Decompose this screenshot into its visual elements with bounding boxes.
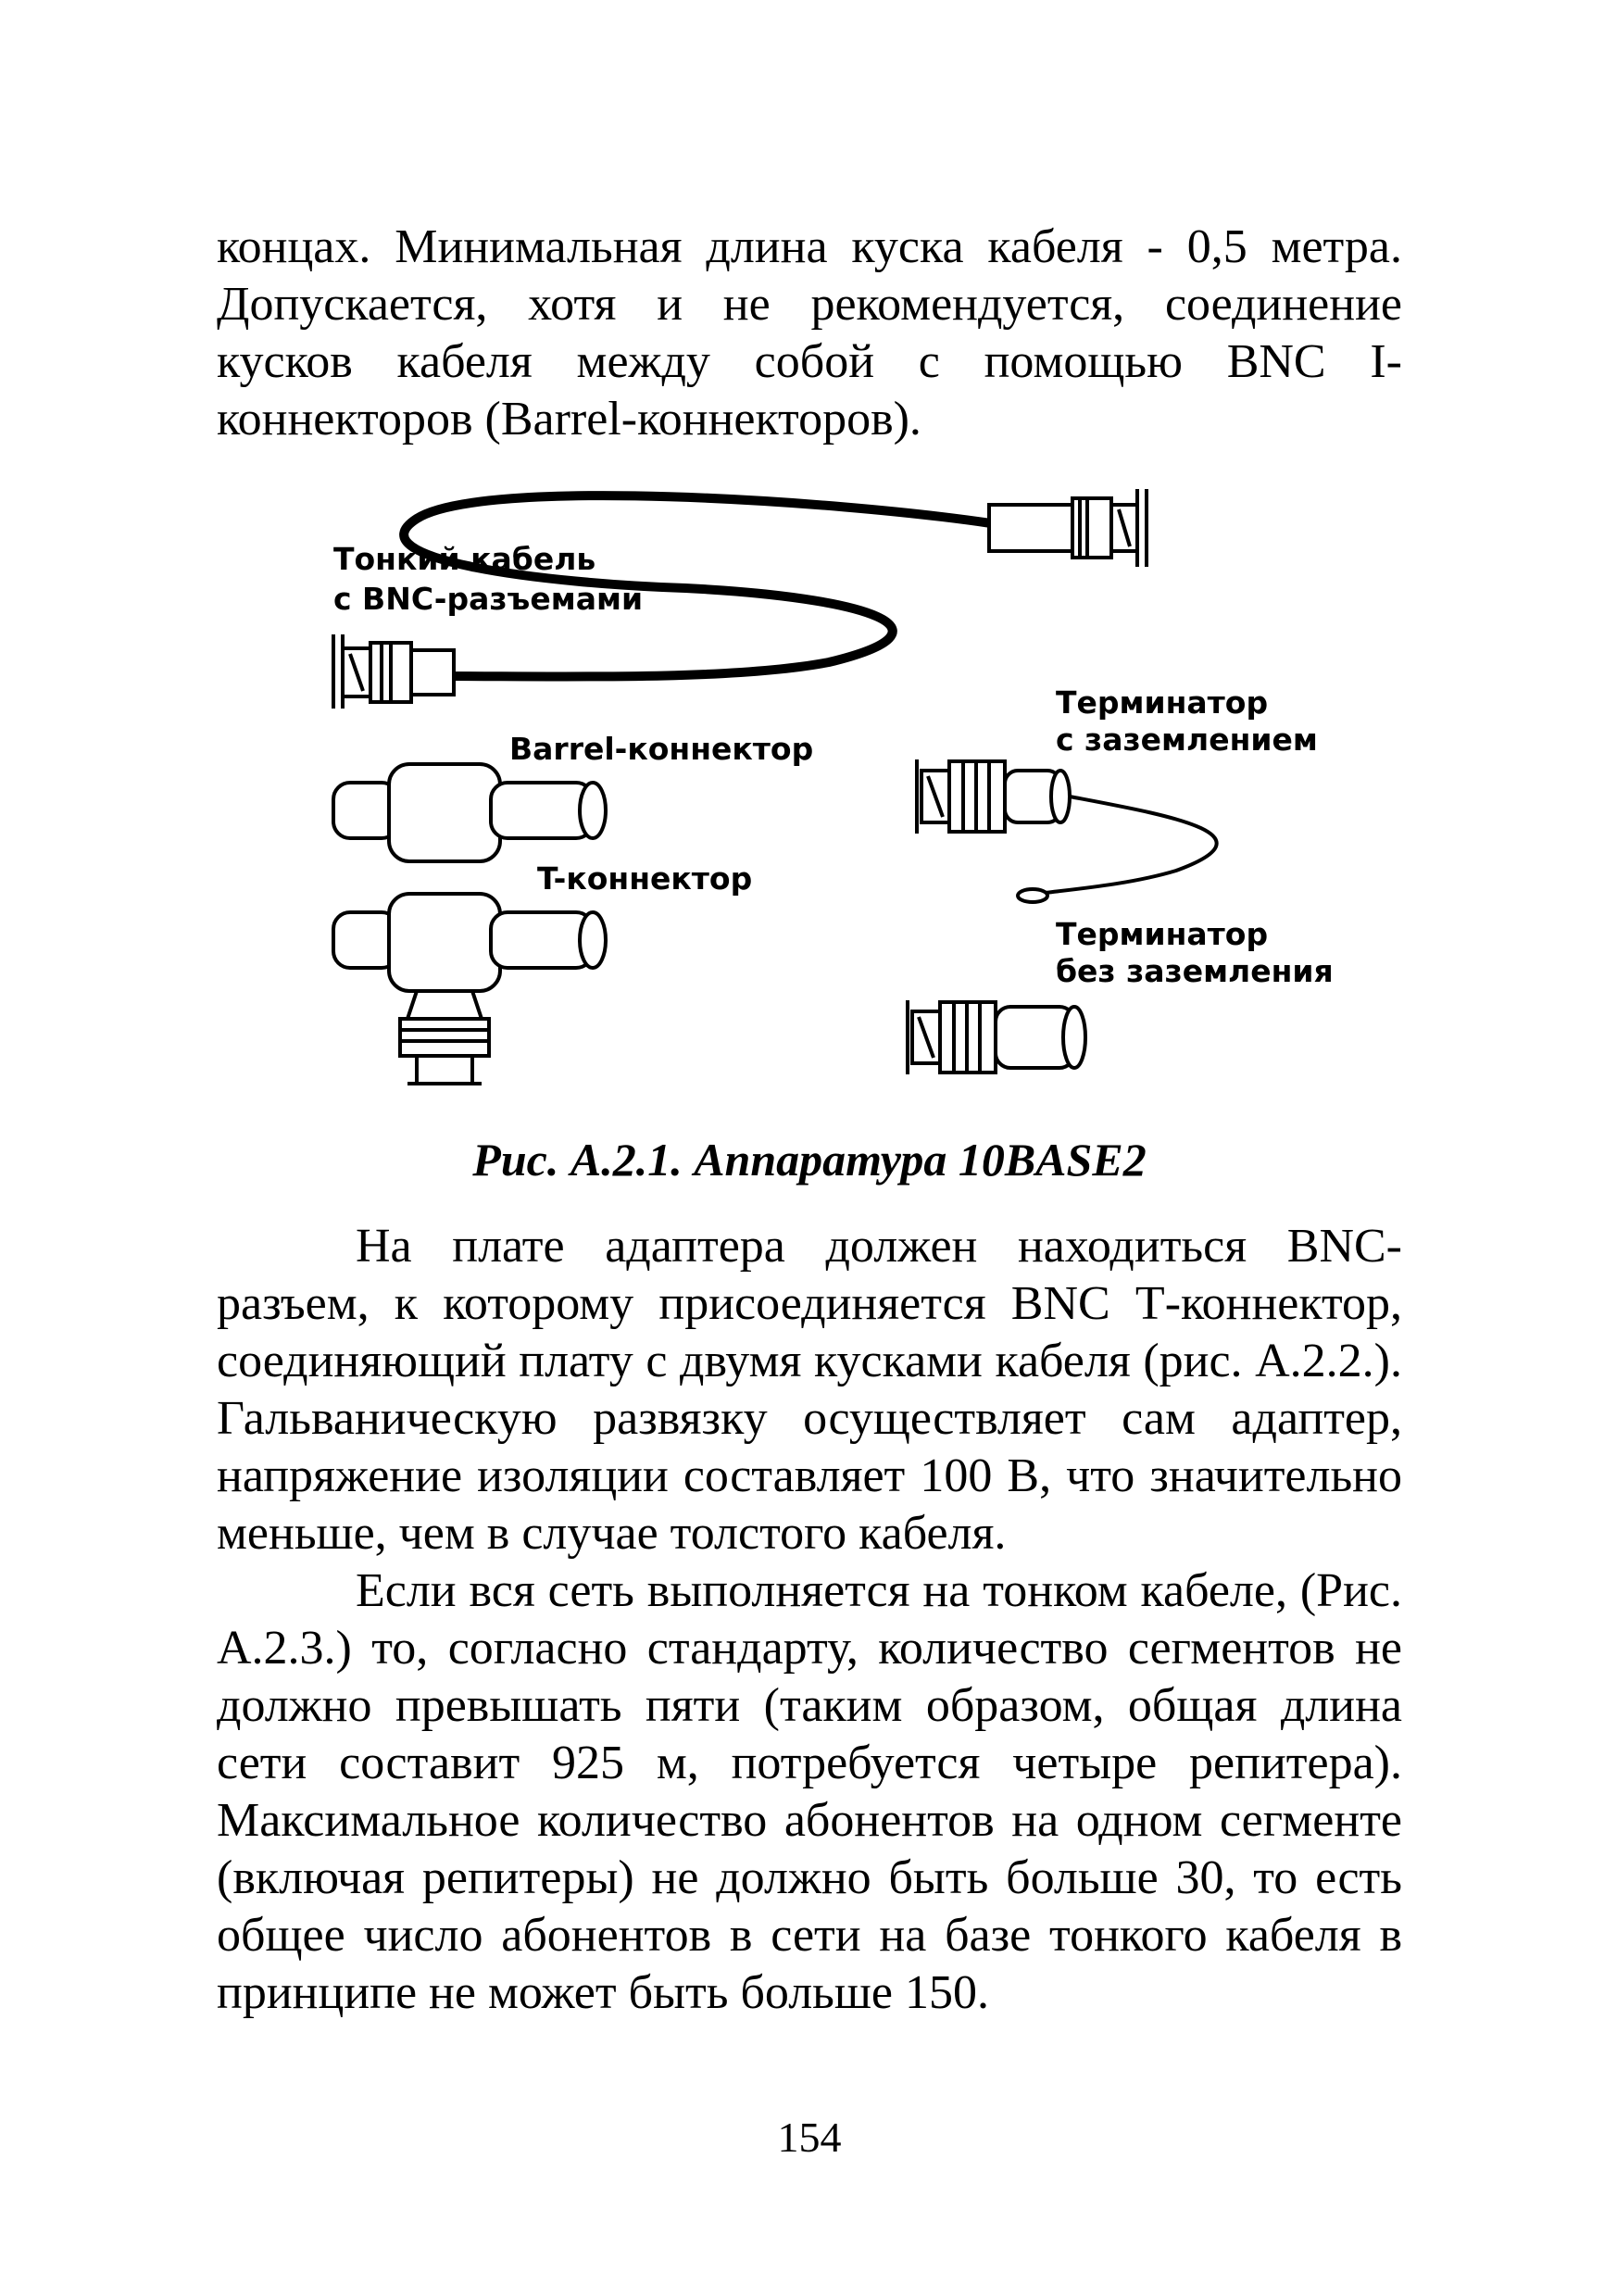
label-thin-cable-2: с BNC-разъемами xyxy=(333,581,644,617)
figure-10base2-equipment xyxy=(315,482,1352,1093)
label-terminator-noground-1: Терминатор xyxy=(1056,916,1269,952)
label-barrel-connector: Barrel-коннектор xyxy=(509,731,814,767)
bnc-connector-top-icon xyxy=(989,489,1147,567)
equipment-illustration xyxy=(315,482,1352,1093)
barrel-connector-icon xyxy=(333,764,606,861)
terminator-noground-icon xyxy=(908,1000,1085,1074)
paragraph-continuation: концах. Минимальная длина куска кабеля - 0,5 метра. Допускается, хотя и не рекомендуется, соединение кусков кабеля между собой с помощью BNC I-коннекторов (Barrel-коннекторов). xyxy=(217,220,1402,445)
label-terminator-noground-2: без заземления xyxy=(1056,953,1334,989)
text-bottom xyxy=(217,1218,1402,2022)
figure-caption: Рис. А.2.1. Аппаратура 10BASE2 xyxy=(472,1134,1147,1186)
label-terminator-ground-2: с заземлением xyxy=(1056,721,1318,758)
label-terminator-ground-1: Терминатор xyxy=(1056,684,1269,721)
terminator-ground-icon xyxy=(917,759,1217,902)
label-thin-cable-1: Тонкий кабель xyxy=(333,541,596,577)
text-top xyxy=(217,219,1402,448)
paragraph-segments: Если вся сеть выполняется на тонком кабеле, (Рис. А.2.3.) то, согласно стандарту, количество сегментов не должно превышать пяти (таким образом, общая длина сети составит 925 м, потребуется четыре репитера). Максимальное количество абонентов на одном сегменте (включая репитеры) не должно быть больше 30, то есть общее число абонентов в сети на базе тонкого кабеля в принципе не может быть больше 150. xyxy=(217,1564,1402,2019)
bnc-connector-left-icon xyxy=(333,634,454,709)
paragraph-adapter: На плате адаптера должен находиться BNC-разъем, к которому присоединяется BNC Т-коннектор, соединяющий плату с двумя кусками кабеля (рис. А.2.2.). Гальваническую развязку осуществляет сам адаптер, напряжение изоляции составляет 100 В, что значительно меньше, чем в случае толстого кабеля. xyxy=(217,1220,1402,1560)
page-number: 154 xyxy=(777,2114,842,2161)
label-t-connector: T-коннектор xyxy=(537,860,753,897)
t-connector-icon xyxy=(333,894,606,1084)
